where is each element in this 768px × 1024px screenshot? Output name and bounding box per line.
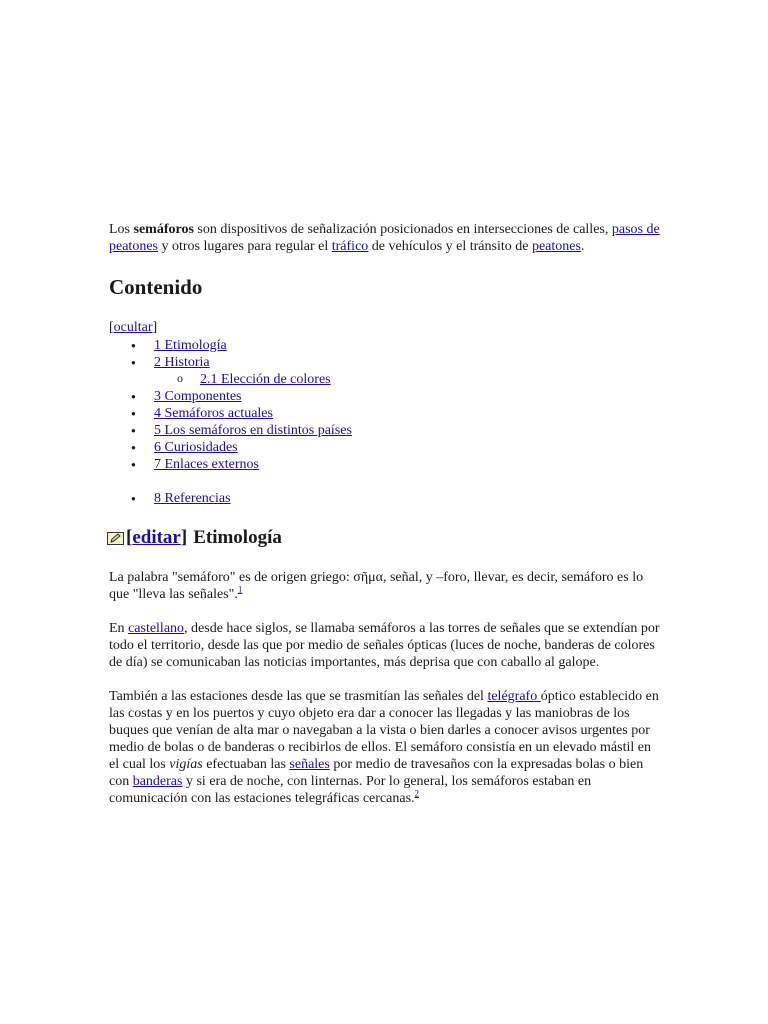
toc-item [154, 490, 661, 507]
para3-text-1: También a las estaciones desde las que se trasmitían las señales del [109, 689, 488, 704]
intro-text-4: de vehículos y el tránsito de [368, 239, 532, 254]
para3-text-2: óptico establecido en las costas y en los puertos y cuyo objeto era dar a conocer las llegadas y las maniobras de los buques que venían de alta mar o navegaban a la vista o bien darles a conocer avisos urgentes por medio de bolas o de banderas o recibirlos de ellos. El semáforo consistía en un elevado mástil en el cual los [109, 689, 659, 772]
intro-bold-term: semáforos [133, 222, 194, 237]
etymology-paragraph [109, 569, 661, 603]
para2-text-2: , desde hace siglos, se llamaba semáforos a las torres de señales que se extendían por todo el territorio, desde las que por medio de señales ópticas (luces de noche, banderas de colores de día) se comunicaban las noticias importantes, más deprisa que con caballo al galope. [109, 621, 660, 670]
edit-pencil-icon[interactable] [107, 532, 124, 545]
para3-text-5: y si era de noche, con linternas. Por lo general, los semáforos estaban en comunicación con las estaciones telegráficas cercanas. [109, 774, 592, 806]
intro-text-2: son dispositivos de señalización posicionados en intersecciones de calles, [193, 222, 612, 237]
link-telegrafo[interactable]: telégrafo [487, 689, 541, 704]
section-heading-etimologia [107, 527, 661, 549]
toc-subitem [200, 371, 661, 388]
link-senales[interactable]: señales [289, 757, 330, 772]
para3-text-3: efectuaban las [202, 757, 290, 772]
toc-item [154, 337, 661, 354]
reference-1-link[interactable]: 1 [237, 584, 243, 595]
section-title: Etimología [193, 527, 282, 548]
toc-item [154, 354, 661, 388]
para3-italic-vigias: vigías [169, 757, 203, 772]
article-content [109, 221, 661, 824]
intro-paragraph [109, 221, 661, 255]
table-of-contents [109, 337, 661, 507]
para2-text-1: En [109, 621, 129, 636]
para3-text-4: por medio de travesaños con la expresadas bolas o bien con [109, 757, 644, 789]
link-pasos-de-peatones[interactable]: pasos de peatones [109, 222, 660, 254]
toc-bracket-close: ] [152, 320, 158, 335]
edit-bracket-open: [ [126, 527, 133, 548]
castellano-paragraph [109, 620, 661, 671]
reference-2-link[interactable]: 2 [414, 788, 420, 799]
toc-link-historia[interactable]: 2 Historia [154, 355, 210, 370]
toc-item [154, 439, 661, 456]
toc-item [154, 456, 661, 473]
toc-link-eleccion-colores[interactable]: 2.1 Elección de colores [200, 372, 331, 387]
link-castellano[interactable]: castellano [128, 621, 185, 636]
link-trafico[interactable]: tráfico [331, 239, 369, 254]
edit-bracket-close: ] [180, 527, 188, 548]
toc-link-componentes[interactable]: 3 Componentes [154, 389, 242, 404]
link-banderas[interactable]: banderas [132, 774, 183, 789]
toc-hide-link[interactable]: ocultar [113, 320, 153, 335]
toc-link-referencias[interactable]: 8 Referencias [154, 491, 231, 506]
toc-link-etimologia[interactable]: 1 Etimología [154, 338, 227, 353]
toc-item [154, 405, 661, 422]
toc-link-semaforos-actuales[interactable]: 4 Semáforos actuales [154, 406, 273, 421]
toc-title: Contenido [109, 275, 203, 299]
toc-toggle [109, 319, 661, 336]
toc-item [154, 388, 661, 405]
intro-text-5: . [580, 239, 585, 254]
stations-paragraph [109, 688, 661, 807]
para1-text: La palabra "semáforo" es de origen griego: σῆμα, señal, y –foro, llevar, es decir, semáforo es lo que "lleva las señales". [109, 570, 644, 602]
intro-text-3: y otros lugares para regular el [157, 239, 332, 254]
toc-link-curiosidades[interactable]: 6 Curiosidades [154, 440, 238, 455]
edit-section-link[interactable]: editar [132, 527, 181, 548]
toc-link-enlaces-externos[interactable]: 7 Enlaces externos [154, 457, 259, 472]
toc-link-distintos-paises[interactable]: 5 Los semáforos en distintos países [154, 423, 352, 438]
link-peatones[interactable]: peatones [531, 239, 581, 254]
toc-item [154, 422, 661, 439]
toc-bracket-open: [ [109, 320, 114, 335]
intro-text-1: Los [109, 222, 134, 237]
toc-sublist [154, 371, 661, 388]
